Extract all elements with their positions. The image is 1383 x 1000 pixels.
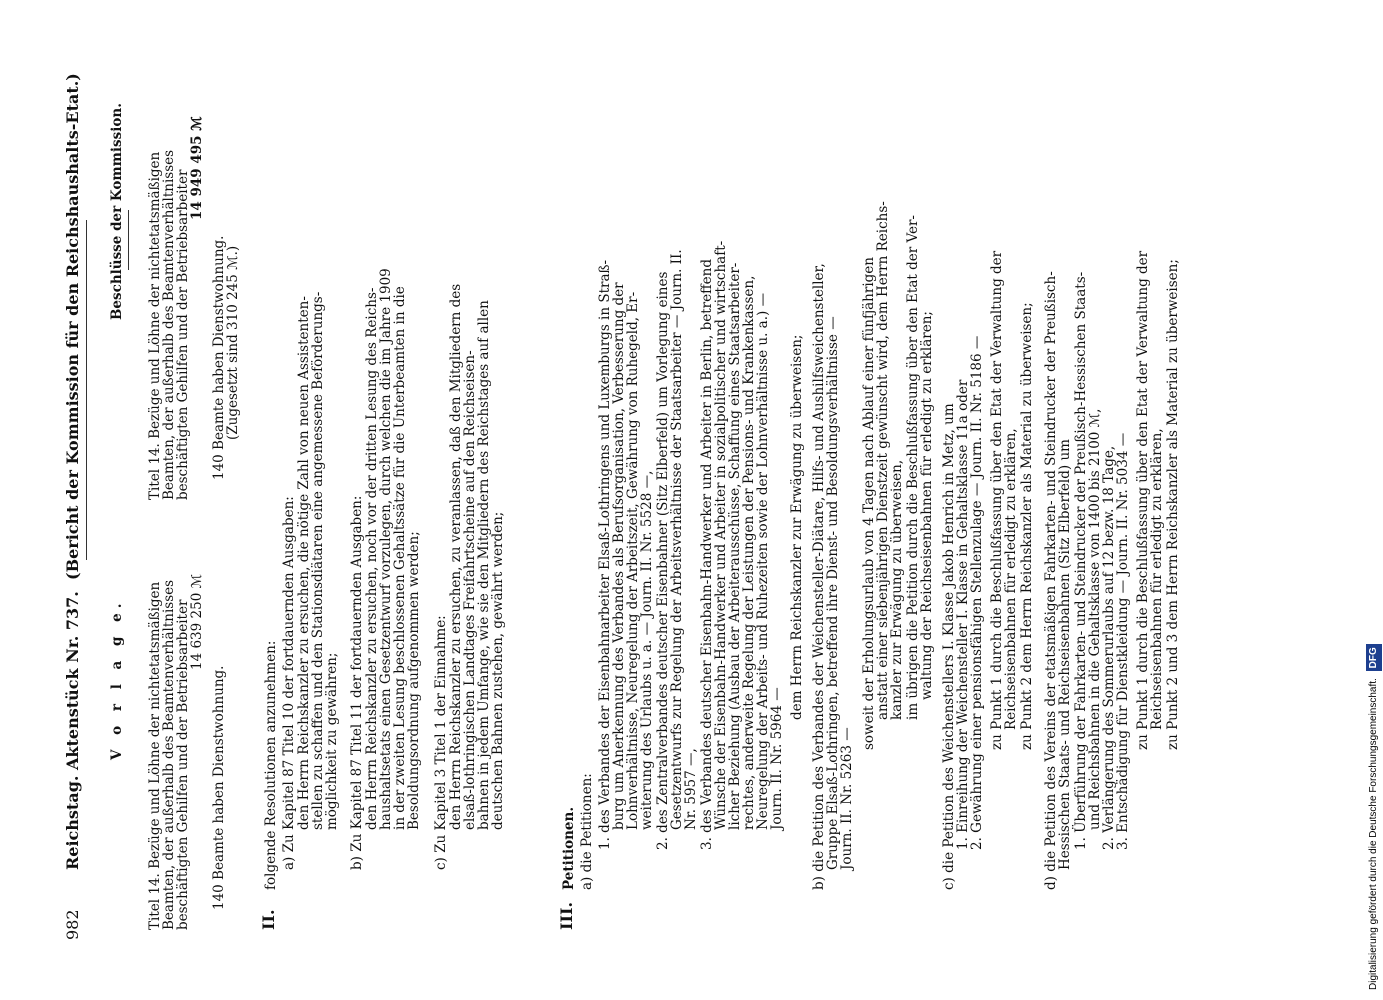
petition-b-line: Journ. II. Nr. 5263 —	[839, 727, 855, 870]
vorlage-titel14-line1: Titel 14. Bezüge und Löhne der nichtetatsmäßigen	[147, 581, 163, 930]
vorlage-heading: V o r l a g e.	[109, 598, 125, 760]
resolution-c-line: elsaß-lothringischen Landtages Freifahrtscheine auf den Reichseisen-	[462, 350, 478, 830]
petition-c-close-line: zu Punkt 2 dem Herrn Reichskanzler als Material zu überweisen;	[1019, 302, 1035, 750]
resolution-b-line: b) Zu Kapitel 87 Titel 11 der fortdauernden Ausgaben:	[349, 495, 365, 870]
beschluesse-titel14-line2: Beamten, der außerhalb des Beamtenverhältnisses	[161, 149, 177, 500]
petitions-a-close: dem Herrn Reichskanzler zur Erwägung zu überweisen;	[789, 334, 805, 720]
petition-a3-line: 3. des Verbandes deutscher Eisenbahn-Handwerker und Arbeiter in Berlin, betreffend	[699, 258, 715, 850]
beschluesse-titel14-line1: Titel 14. Bezüge und Löhne der nichtetatsmäßigen	[147, 151, 163, 500]
beschluesse-titel14-note: 140 Beamte haben Dienstwohnung.	[211, 235, 227, 480]
page-number: 982	[63, 909, 82, 940]
resolution-c-line: den Herrn Reichskanzler zu ersuchen, zu veranlassen, daß den Mitgliedern des	[448, 283, 464, 830]
petition-a1-line: weiterung des Urlaubs u. a. — Journ. II. Nr. 5528 —,	[639, 470, 655, 830]
vorlage-titel14-line3: beschäftigten Gehilfen und der Betriebsarbeiter	[175, 599, 191, 930]
petition-a1-line: 1. des Verbandes der Eisenbahnarbeiter Elsaß-Lothringens und Luxemburgs in Straß-	[597, 259, 613, 850]
petition-d-line: 1. Überführung der Fahrkarten- und Steindrucker der Preußisch-Hessischen Staats-	[1073, 271, 1089, 850]
petition-b-line: b) die Petition des Verbandes der Weichensteller-Diätare, Hilfs- und Aushilfsweichensteller,	[811, 263, 827, 890]
dfg-logo: DFG	[1366, 644, 1382, 671]
petition-a3-line: licher Beziehung (Ausbau der Arbeiterausschüsse, Schaffung eines Staatsarbeiter-	[727, 262, 743, 830]
petition-b-close-line: im übrigen die Petition durch die Beschlußfassung über den Etat der Ver-	[905, 215, 921, 720]
petition-a2-line: Gesetzentwurfs zur Regelung der Arbeitsverhältnisse der Staatsarbeiter — Journ. II.	[669, 249, 685, 830]
petition-c-close-line: Reichseisenbahnen für erledigt zu erklären,	[1003, 428, 1019, 730]
beschluesse-titel14-line3: beschäftigten Gehilfen und der Betriebsarbeiter	[175, 169, 191, 500]
petition-c-line: 1. Einreihung der Weichensteller I. Klasse in Gehaltsklasse 11a oder	[955, 379, 971, 850]
vorlage-titel14-amount: 14 639 250 ℳ	[189, 573, 205, 670]
petition-d-close-line: zu Punkt 1 durch die Beschlußfassung über den Etat der Verwaltung der	[1135, 250, 1151, 750]
resolution-c-line: c) Zu Kapitel 3 Titel 1 der Einnahme:	[433, 615, 449, 870]
petitions-a-intro: a) die Petitionen:	[579, 773, 595, 890]
petition-a3-line: Wünsche der Eisenbahn-Handwerker und Arbeiter in sozialpolitischer und wirtschaft-	[713, 240, 729, 830]
digitization-note	[1366, 0, 1382, 1000]
section-2-intro: folgende Resolutionen anzunehmen:	[263, 640, 279, 890]
resolution-b-line: haushaltsetats einen Gesetzentwurf vorzulegen, durch welchen die im Jahre 1909	[378, 268, 394, 830]
vorlage-titel14-note: 140 Beamte haben Dienstwohnung.	[211, 665, 227, 910]
petition-a2-line: 2. des Zentralverbandes deutscher Eisenbahner (Sitz Elberfeld) um Vorlegung eines	[655, 271, 671, 850]
petition-a1-line: Lohnverhältnisse, Neuregelung der Arbeitszeit, Gewährung von Ruhegeld, Er-	[625, 291, 641, 830]
digitization-note-text: Digitalisierung gefördert durch die Deutsche Forschungsgemeinschaft.	[1368, 678, 1379, 990]
beschluesse-heading: Beschlüsse der Kommission.	[109, 103, 125, 320]
petition-b-close-line: anstatt einer siebenjährigen Dienstzeit gewünscht wird, dem Herrn Reichs-	[875, 201, 891, 720]
petition-a2-line: Nr. 5957 —,	[683, 748, 699, 830]
heading-rule	[128, 210, 129, 270]
resolution-a-line: stellen zu schaffen und den Stationsdiätaren eine angemessene Beförderungs-	[310, 291, 326, 830]
section-3-numeral: III.	[557, 901, 576, 930]
petition-d-close-line: Reichseisenbahnen für erledigt zu erklären,	[1149, 428, 1165, 730]
header-title: (Bericht der Kommission für den Reichshaushalts-Etat.)	[63, 73, 82, 580]
resolution-a-line: den Herrn Reichskanzler zu ersuchen, die nötige Zahl von neuen Assistenten-	[296, 296, 312, 830]
resolution-a-line: a) Zu Kapitel 87 Titel 10 der fortdauernden Ausgaben:	[281, 496, 297, 870]
petition-b-close-line: waltung der Reichseisenbahnen für erledigt zu erklären;	[919, 311, 935, 700]
resolution-b-line: in der zweiten Lesung beschlossenen Gehaltssätze für die Unterbeamten in die	[392, 286, 408, 830]
petition-d-line: d) die Petition des Vereins der etatsmäßigen Fahrkarten- und Steindrucker der Preußisch-	[1043, 271, 1059, 890]
petition-b-line: Gruppe Elsaß-Lothringen, betreffend ihre Dienst- und Besoldungsverhältnisse —	[825, 316, 841, 870]
petition-b-close-line: soweit der Erholungsurlaub von 4 Tagen nach Ablauf einer fünfjährigen	[861, 257, 877, 750]
petition-a1-line: burg um Anerkennung des Verbandes als Berufsorganisation, Verbesserung der	[611, 282, 627, 830]
petition-c-line: c) die Petition des Weichenstellers I. Klasse Jakob Henrich in Metz, um	[941, 403, 957, 890]
petition-a3-line: Journ. II. Nr. 5964 —	[769, 687, 785, 830]
petition-a3-line: rechtes, anderweite Regelung der Leistungen der Pensions- und Krankenkassen,	[741, 275, 757, 830]
beschluesse-titel14-amount: 14 949 495 ℳ	[189, 116, 205, 220]
petition-d-close-line: zu Punkt 2 und 3 dem Herrn Reichskanzler als Material zu überweisen;	[1165, 259, 1181, 750]
petition-c-line: 2. Gewährung einer pensionsfähigen Stellenzulage — Journ. II. Nr. 5186 —	[969, 335, 985, 850]
resolution-b-line: den Herrn Reichskanzler zu ersuchen, noch vor der dritten Lesung des Reichs-	[364, 287, 380, 830]
beschluesse-titel14-added: (Zugesetzt sind 310 245 ℳ.)	[225, 245, 241, 440]
petition-a3-line: Neuregelung der Arbeits- und Ruhezeiten sowie der Lohnverhältnisse u. a.) —	[755, 292, 771, 830]
petition-d-line: 3. Entschädigung für Dienstkleidung — Journ. II. Nr. 5034 —	[1115, 432, 1131, 850]
petition-c-close-line: zu Punkt 1 durch die Beschlußfassung über den Etat der Verwaltung der	[989, 250, 1005, 750]
petition-b-close-line: kanzler zur Erwägung zu überweisen,	[889, 459, 905, 720]
header-left: Reichstag. Aktenstück Nr. 737.	[63, 591, 82, 870]
vorlage-titel14-line2: Beamten, der außerhalb des Beamtenverhältnisses	[161, 579, 177, 930]
section-2-numeral: II.	[259, 909, 278, 930]
resolution-c-line: deutschen Bahnen zustehen, gewährt werden;	[490, 511, 506, 830]
petition-d-line: 2. Verlängerung des Sommerurlaubs auf 12 bezw. 18 Tage,	[1101, 445, 1117, 850]
header-rule	[86, 220, 87, 560]
resolution-a-line: möglichkeit zu gewähren;	[324, 652, 340, 830]
petition-d-line: Hessischen Staats- und Reichseisenbahnen (Sitz Elberfeld) um	[1057, 439, 1073, 870]
petition-d-line: und Reichsbahnen in die Gehaltsklasse von 1400 bis 2100 ℳ,	[1087, 408, 1103, 830]
resolution-c-line: bahnen in jedem Umfange, wie sie den Mitgliedern des Reichstages auf allen	[476, 300, 492, 830]
resolution-b-line: Besoldungsordnung aufgenommen werden;	[406, 531, 422, 830]
section-3-title: Petitionen.	[561, 806, 577, 890]
